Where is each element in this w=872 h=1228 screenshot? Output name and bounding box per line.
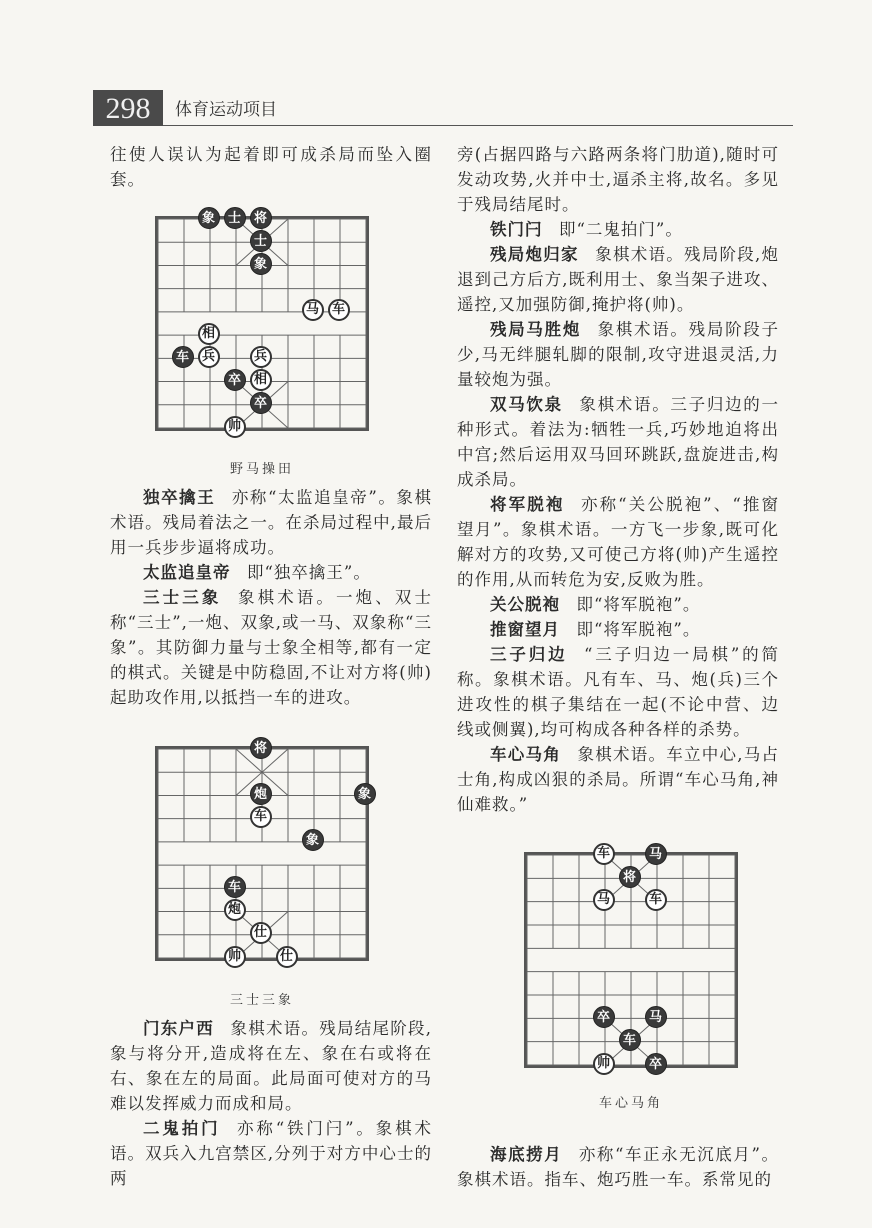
entry (457, 392, 779, 492)
chess-piece-black: 将 (250, 207, 272, 229)
entry-text: 象棋术语。一炮、双士称“三士”,一炮、双象,或一马、双象称“三象”。其防御力量与士象全相等,都有一定的棋式。关键是中防稳固,不让对方将(帅)起助攻作用,以抵挡一车的进攻。 (110, 588, 433, 707)
chess-piece-red: 马 (593, 889, 615, 911)
chess-piece-black: 马 (645, 843, 667, 865)
entry-term: 二鬼拍门 (143, 1119, 221, 1138)
entry-term: 残局炮归家 (490, 245, 579, 264)
chess-piece-black: 将 (619, 866, 641, 888)
entry (457, 1142, 779, 1192)
entry-term: 关公脱袍 (490, 595, 560, 614)
entry (457, 592, 779, 617)
chess-piece-black: 卒 (250, 392, 272, 414)
entry-text: 亦称“铁门闩”。象棋术语。双兵入九宫禁区,分列于对方中心士的两 (110, 1119, 433, 1188)
chess-piece-red: 炮 (224, 899, 246, 921)
chess-piece-red: 帅 (224, 416, 246, 438)
entry-text: 象棋术语。三子归边的一种形式。着法为:牺牲一兵,巧妙地迫将出中宫;然后运用双马回环跳跃,盘旋进击,构成杀局。 (457, 395, 780, 489)
entry-text: 即“二鬼拍门”。 (559, 220, 683, 239)
chess-piece-black: 卒 (224, 369, 246, 391)
chess-piece-black: 卒 (645, 1053, 667, 1075)
entry-text: 象棋术语。残局阶段子少,马无绊腿轧脚的限制,攻守进退灵活,力量较炮为强。 (457, 320, 780, 389)
chess-piece-black: 士 (224, 207, 246, 229)
chess-piece-black: 象 (302, 829, 324, 851)
chess-piece-black: 车 (224, 876, 246, 898)
chess-piece-black: 车 (172, 346, 194, 368)
page-header (93, 90, 793, 126)
header-divider (163, 125, 793, 126)
entry-term: 门东户西 (143, 1019, 214, 1038)
chess-piece-red: 相 (250, 369, 272, 391)
entry (110, 585, 432, 710)
entry-term: 三子归边 (490, 645, 568, 664)
chess-piece-black: 炮 (250, 783, 272, 805)
chess-piece-red: 帅 (593, 1053, 615, 1075)
continuation-paragraph: 旁(占据四路与六路两条将门肋道),随时可发动攻势,火并中士,逼杀主将,故名。多见于残局结尾时。 (457, 145, 779, 214)
chess-piece-black: 象 (354, 783, 376, 805)
entry-term: 铁门闩 (490, 220, 543, 239)
chess-piece-red: 仕 (250, 922, 272, 944)
chess-board (155, 740, 371, 964)
entry-text: 即“将军脱袍”。 (576, 620, 701, 639)
entry-term: 独卒擒王 (143, 488, 216, 507)
left-entries-1 (110, 485, 432, 710)
entry-term: 将军脱袍 (490, 495, 565, 514)
entry-text: 象棋术语。残局结尾阶段,象与将分开,造成将在左、象在右或将在右、象在左的局面。此局面可使对方的马难以发挥威力而成和局。 (110, 1019, 432, 1113)
left-column (110, 142, 432, 192)
chess-piece-red: 车 (250, 806, 272, 828)
chess-piece-red: 仕 (276, 946, 298, 968)
figure-caption: 野马操田 (229, 462, 294, 477)
chess-board (155, 210, 369, 434)
chess-piece-black: 象 (198, 207, 220, 229)
entry (110, 485, 432, 560)
entry-term: 残局马胜炮 (490, 320, 582, 339)
entry (457, 217, 779, 242)
entry-text: 象棋术语。残局阶段,炮退到己方后方,既利用士、象当架子进攻、遥控,又加强防御,掩护将(帅)。 (457, 245, 779, 314)
figure-sanshi-sanxiang (155, 740, 371, 1008)
chess-piece-black: 卒 (593, 1006, 615, 1028)
section-title: 体育运动项目 (175, 100, 277, 120)
chess-piece-red: 马 (302, 299, 324, 321)
figure-caption: 车心马角 (598, 1096, 663, 1111)
entry (110, 1116, 432, 1191)
figure-chexin-majiao (524, 845, 738, 1114)
entry-term: 双马饮泉 (490, 395, 563, 414)
entry-term: 海底捞月 (490, 1145, 563, 1164)
entry-text: 亦称“车正永无沉底月”。象棋术语。指车、炮巧胜一车。系常见的 (457, 1145, 780, 1189)
entry (457, 742, 779, 817)
chess-piece-red: 车 (645, 889, 667, 911)
right-column (457, 142, 779, 817)
chess-piece-black: 车 (619, 1029, 641, 1051)
chess-piece-red: 相 (198, 323, 220, 345)
chess-piece-red: 车 (328, 299, 350, 321)
entry-term: 太监追皇帝 (143, 563, 231, 582)
entry-term: 车心马角 (490, 745, 561, 764)
entry-text: 亦称“太监追皇帝”。象棋术语。残局着法之一。在杀局过程中,最后用一兵步步逼将成功。 (110, 488, 433, 557)
chess-piece-red: 兵 (250, 346, 272, 368)
entry-term: 推窗望月 (490, 620, 560, 639)
entry (457, 492, 779, 592)
page-number: 298 (93, 90, 163, 126)
right-entries-2 (457, 1142, 779, 1192)
entry-text: 亦称“关公脱袍”、“推窗望月”。象棋术语。一方飞一步象,既可化解对方的攻势,又可使己方将(帅)产生遥控的作用,从而转危为安,反败为胜。 (457, 495, 779, 589)
entry-text: 即“独卒擒王”。 (247, 563, 371, 582)
entry (457, 317, 779, 392)
entry (110, 1016, 432, 1116)
chess-piece-black: 马 (645, 1006, 667, 1028)
chess-piece-red: 兵 (198, 346, 220, 368)
entry (457, 617, 779, 642)
entry-text: 象棋术语。车立中心,马占士角,构成凶狠的杀局。所谓“车心马角,神仙难救。” (457, 745, 779, 814)
left-entries-2 (110, 1016, 432, 1191)
intro-paragraph: 往使人误认为起着即可成杀局而坠入圈套。 (110, 145, 432, 189)
figure-caption: 三士三象 (229, 993, 294, 1008)
chess-piece-black: 将 (250, 737, 272, 759)
chess-piece-red: 帅 (224, 946, 246, 968)
entry (110, 560, 432, 585)
entry-term: 三士三象 (143, 588, 222, 607)
chess-piece-black: 象 (250, 253, 272, 275)
entry-text: “三子归边一局棋”的简称。象棋术语。凡有车、马、炮(兵)三个进攻性的棋子集结在一起(不论中营、边线或侧翼),均可构成各种各样的杀势。 (457, 645, 780, 739)
chess-piece-black: 士 (250, 230, 272, 252)
entry (457, 242, 779, 317)
entry (457, 642, 779, 742)
chess-board (524, 845, 738, 1072)
entry-text: 即“将军脱袍”。 (576, 595, 701, 614)
chess-piece-red: 车 (593, 843, 615, 865)
figure-yema-caotian (155, 210, 369, 478)
